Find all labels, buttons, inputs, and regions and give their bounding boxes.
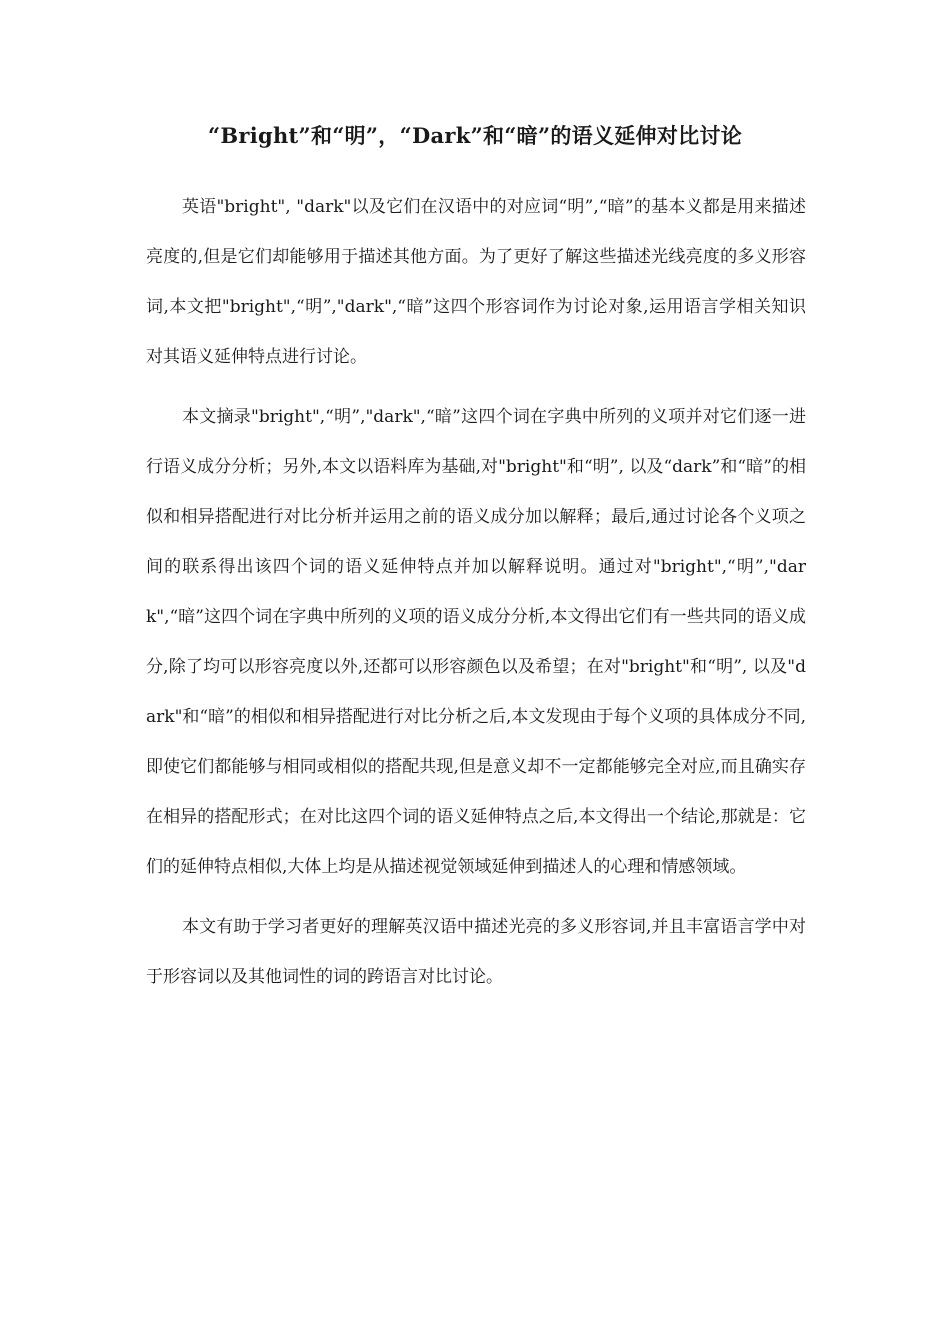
paragraph-3: 本文有助于学习者更好的理解英汉语中描述光亮的多义形容词,并且丰富语言学中对于形容词以及其他词性的词的跨语言对比讨论。 <box>146 917 806 987</box>
paragraph-1: 英语"bright", "dark"以及它们在汉语中的对应词“明”,“暗”的基本义都是用来描述亮度的,但是它们却能够用于描述其他方面。为了更好了解这些描述光线亮度的多义形容词,本文把"bright",“明”,"dark",“暗”这四个形容词作为讨论对象,运用语言学相关知识对其语义延伸特点进行讨论。 <box>146 197 806 367</box>
paragraph-2: 本文摘录"bright",“明”,"dark",“暗”这四个词在字典中所列的义项并对它们逐一进行语义成分分析；另外,本文以语料库为基础,对"bright"和“明”, 以及“dark”和“暗”的相似和相异搭配进行对比分析并运用之前的语义成分加以解释；最后,通过讨论各个义项之间的联系得出该四个词的语义延伸特点并加以解释说明。通过对"bright",“明”,"dark",“暗”这四个词在字典中所列的义项的语义成分分析,本文得出它们有一些共同的语义成分,除了均可以形容亮度以外,还都可以形容颜色以及希望；在对"bright"和“明”, 以及"dark"和“暗”的相似和相异搭配进行对比分析之后,本文发现由于每个义项的具体成分不同,即使它们都能够与相同或相似的搭配共现,但是意义却不一定都能够完全对应,而且确实存在相异的搭配形式；在对比这四个词的语义延伸特点之后,本文得出一个结论,那就是：它们的延伸特点相似,大体上均是从描述视觉领域延伸到描述人的心理和情感领域。 <box>146 407 806 877</box>
document-body <box>146 182 806 1012</box>
document-title: “Bright”和“明”，“Dark”和“暗”的语义延伸对比讨论 <box>207 123 743 148</box>
